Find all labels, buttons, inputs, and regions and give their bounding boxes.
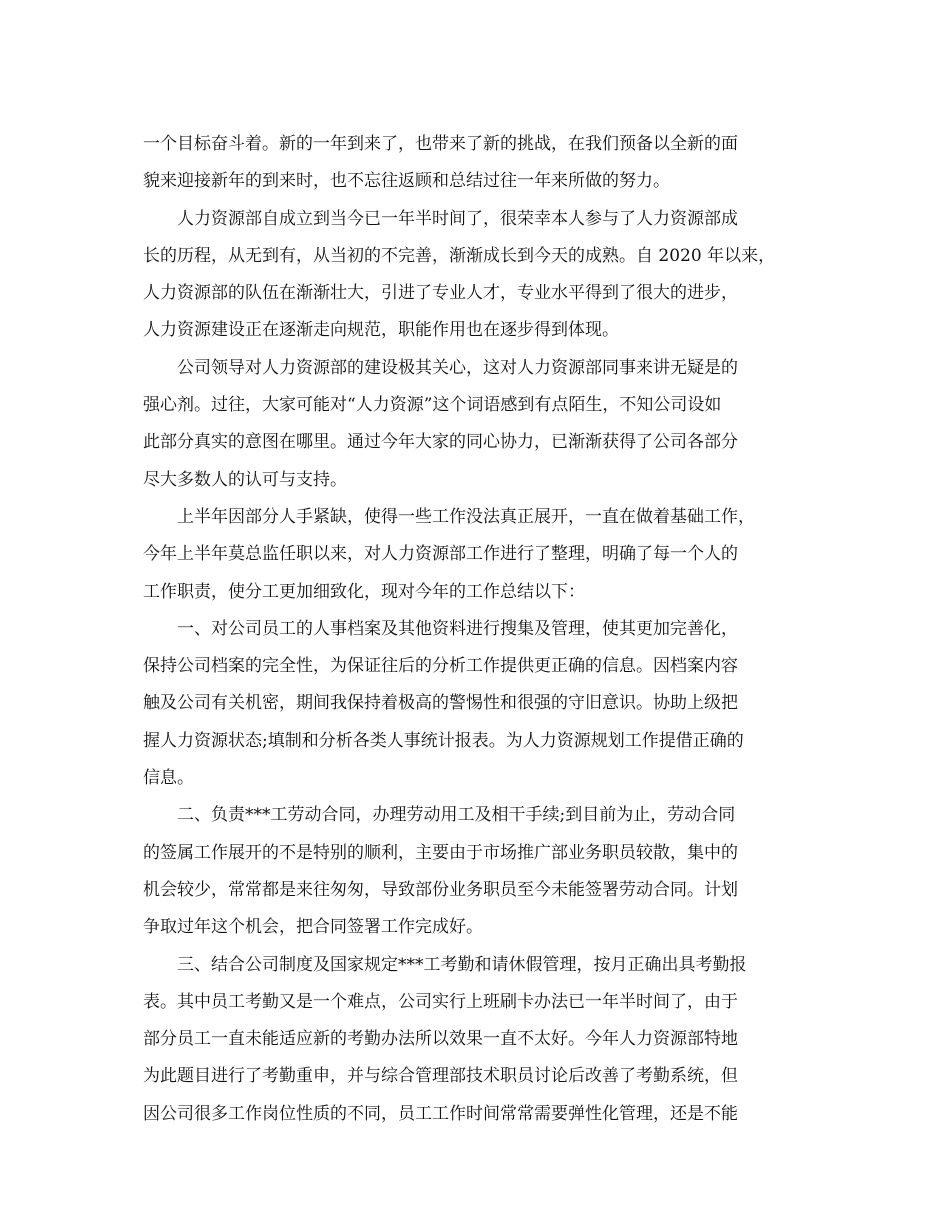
text-line: 部分员工一直未能适应新的考勤办法所以效果一直不太好。今年人力资源部特地 — [143, 1029, 738, 1050]
text-line: 争取过年这个机会，把合同签署工作完成好。 — [143, 917, 483, 938]
text-line: 一、对公司员工的人事档案及其他资料进行搜集及管理，使其更加完善化， — [177, 618, 738, 639]
paragraph-6 — [143, 797, 813, 946]
text-line: 表。其中员工考勤又是一个难点，公司实行上班刷卡办法已一年半时间了，由于 — [143, 991, 738, 1012]
text-line: 一个目标奋斗着。新的一年到来了，也带来了新的挑战，在我们预备以全新的面 — [143, 134, 738, 154]
paragraph-1 — [143, 126, 813, 201]
text-line: 二、负责***工劳动合同，办理劳动用工及相干手续;到目前为止，劳动合同 — [177, 805, 736, 826]
text-line: 信息。 — [143, 768, 194, 789]
paragraph-2 — [143, 201, 813, 350]
text-line: 貌来迎接新年的到来时，也不忘往返顾和总结过往一年来所做的努力。 — [143, 171, 670, 192]
paragraph-4 — [143, 499, 813, 611]
document-body — [143, 126, 813, 1133]
text-line: 上半年因部分人手紧缺，使得一些工作没法真正展开，一直在做着基础工作， — [177, 506, 755, 527]
paragraph-3 — [143, 350, 813, 499]
paragraph-7 — [143, 947, 813, 1133]
text-line: 公司领导对人力资源部的建设极其关心，这对人力资源部同事来讲无疑是的 — [177, 357, 738, 378]
text-line: 机会较少，常常都是来往匆匆，导致部份业务职员至今未能签署劳动合同。计划 — [143, 879, 738, 900]
text-line: 人力资源部自成立到当今已一年半时间了，很荣幸本人参与了人力资源部成 — [177, 208, 738, 229]
text-line: 强心剂。过往，大家可能对“人力资源”这个词语感到有点陌生，不知公司设如 — [143, 395, 722, 416]
text-line: 此部分真实的意图在哪里。通过今年大家的同心协力，已渐渐获得了公司各部分 — [143, 432, 738, 453]
text-line: 因公司很多工作岗位性质的不同，员工工作时间常常需要弹性化管理，还是不能 — [143, 1103, 738, 1124]
text-line: 人力资源部的队伍在渐渐壮大，引进了专业人才，专业水平得到了很大的进步， — [143, 283, 738, 304]
paragraph-5 — [143, 611, 813, 797]
text-line: 三、结合公司制度及国家规定***工考勤和请休假管理，按月正确出具考勤报 — [177, 954, 747, 975]
text-line: 尽大多数人的认可与支持。 — [143, 469, 347, 490]
text-line: 长的历程，从无到有，从当初的不完善，渐渐成长到今天的成熟。自 2020 年以来， — [143, 245, 776, 266]
text-line: 人力资源建设正在逐渐走向规范，职能作用也在逐步得到体现。 — [143, 320, 619, 341]
text-line: 工作职责，使分工更加细致化，现对今年的工作总结以下： — [143, 581, 585, 602]
text-line: 今年上半年莫总监任职以来，对人力资源部工作进行了整理，明确了每一个人的 — [143, 544, 738, 565]
text-line: 的签属工作展开的不是特别的顺利，主要由于市场推广部业务职员较散，集中的 — [143, 842, 738, 863]
text-line: 为此题目进行了考勤重申，并与综合管理部技术职员讨论后改善了考勤系统，但 — [143, 1066, 738, 1087]
text-line: 握人力资源状态;填制和分析各类人事统计报表。为人力资源规划工作提借正确的 — [143, 730, 744, 751]
text-line: 触及公司有关机密，期间我保持着极高的警惕性和很强的守旧意识。协助上级把 — [143, 693, 738, 714]
text-line: 保持公司档案的完全性，为保证往后的分析工作提供更正确的信息。因档案内容 — [143, 656, 738, 677]
